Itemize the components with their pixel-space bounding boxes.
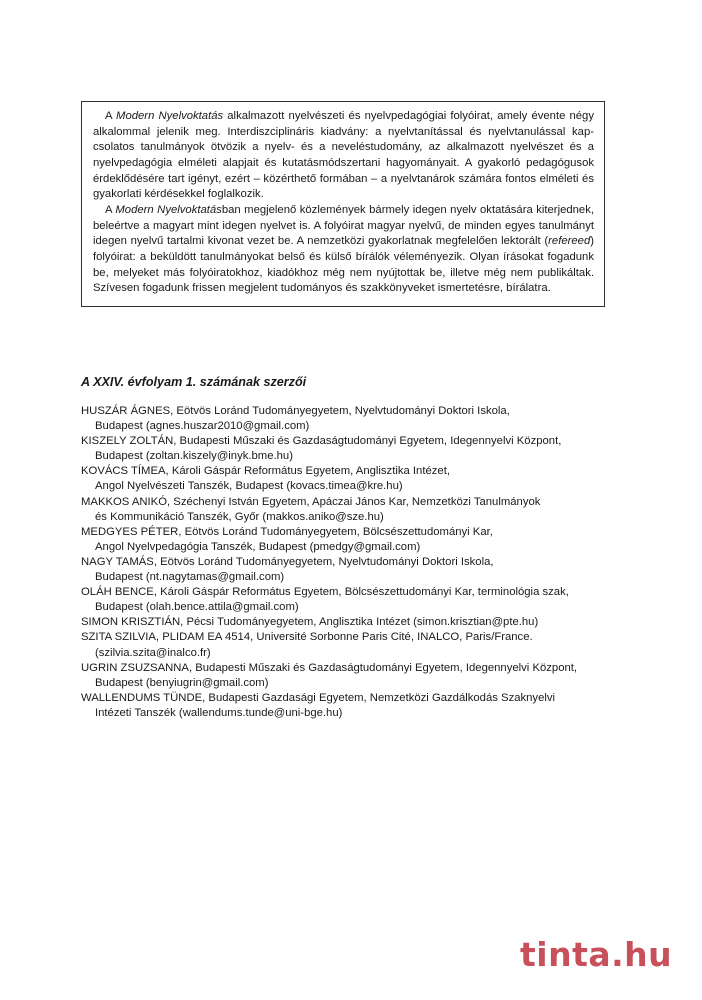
author-entry — [81, 615, 641, 630]
section-title: A XXIV. évfolyam 1. számának szerzői — [81, 375, 307, 389]
author-entry — [81, 555, 641, 585]
journal-name: Modern Nyelvoktatás — [115, 203, 222, 216]
author-line-continued: (szilvia.szita@inalco.fr) — [95, 646, 211, 659]
author-line: WALLENDUMS TÜNDE, Budapesti Gazdasági Egyetem, Nemzetközi Gazdálkodás Szaknyelvi — [81, 691, 556, 704]
author-entry — [81, 585, 641, 615]
author-line: KISZELY ZOLTÁN, Budapesti Műszaki és Gazdaságtudományi Egyetem, Idegennyelvi Központ, — [81, 435, 562, 448]
author-line: KOVÁCS TÍMEA, Károli Gáspár Református Egyetem, Anglisztika Intézet, — [81, 465, 450, 478]
author-line-continued: Budapest (olah.bence.attila@gmail.com) — [95, 601, 299, 614]
author-entry — [81, 525, 641, 555]
text-run: ) folyóirat: a beküldött tanulmányokat belső és külső bírálók véleményezik. Olyan írásokat fogadunk be, melyeket más folyóiratokhoz, kiadókhoz még nem nyújtottak be, illetve még nem publikáltak. Szívesen fogadunk frissen megjelent tudományos és szakkönyveket ismertetésre, bírálatra. — [93, 235, 594, 295]
author-line: NAGY TAMÁS, Eötvös Loránd Tudományegyetem, Nyelvtudományi Doktori Iskola, — [81, 555, 494, 568]
author-line: HUSZÁR ÁGNES, Eötvös Loránd Tudományegyetem, Nyelvtudományi Doktori Iskola, — [81, 405, 510, 417]
refereed-term: refereed — [548, 235, 591, 248]
author-entry — [81, 404, 641, 434]
description-paragraph-2 — [93, 203, 594, 297]
text-run: ban megjelenő közlemények bármely idegen nyelv oktatására kiterjednek, beleértve a magyart mint idegen nyelvet is. A folyóirat magyar nyelvű, de minden egyes tanulmányt idegen nyelvű tartalmi kivonat vezet be. A nemzetközi gyakorlatnak megfelelően lektorált ( — [93, 203, 594, 248]
author-line: MAKKOS ANIKÓ, Széchenyi István Egyetem, Apáczai János Kar, Nemzetközi Tanulmányok — [81, 495, 541, 508]
author-line-continued: Angol Nyelvészeti Tanszék, Budapest (kovacs.timea@kre.hu) — [95, 480, 403, 493]
author-line: SZITA SZILVIA, PLIDAM EA 4514, Université Sorbonne Paris Cité, INALCO, Paris/France. — [81, 631, 533, 644]
text-run: A — [105, 203, 116, 216]
tinta-watermark: tinta.hu — [520, 935, 673, 974]
author-line: OLÁH BENCE, Károli Gáspár Református Egyetem, Bölcsészettudományi Kar, terminológia szak, — [81, 586, 569, 599]
description-paragraph-1 — [93, 109, 594, 203]
authors-section — [81, 375, 641, 721]
author-entry — [81, 661, 641, 691]
author-line-continued: Budapest (benyiugrin@gmail.com) — [95, 676, 269, 689]
author-line: MEDGYES PÉTER, Eötvös Loránd Tudományegyetem, Bölcsészettudományi Kar, — [81, 525, 493, 538]
author-line: SIMON KRISZTIÁN, Pécsi Tudományegyetem, Anglisztika Intézet (simon.krisztian@pte.hu) — [81, 616, 539, 629]
journal-description-box — [81, 101, 605, 307]
author-line-continued: Budapest (nt.nagytamas@gmail.com) — [95, 571, 285, 584]
author-entry — [81, 464, 641, 494]
journal-name: Modern Nyelvoktatás — [116, 110, 224, 122]
author-entry — [81, 434, 641, 464]
author-entry — [81, 691, 641, 721]
text-run: A — [105, 110, 117, 122]
author-line-continued: Budapest (agnes.huszar2010@gmail.com) — [95, 420, 310, 433]
author-line-continued: és Kommunikáció Tanszék, Győr (makkos.aniko@sze.hu) — [95, 510, 384, 523]
text-run: alkalmazott nyelvészeti és nyelvpedagógiai folyóirat, amely évente négy alkalommal jelenik meg. Interdiszciplináris kiadvány: a nyelvtanítással és nyelvtanulással kapcsolatos tanulmányok ötvözik a nyelv- és a neveléstudomány, az alkalmazott nyelvészet és a nyelvpedagógia elméleti alapjait és kutatásmódszertani hagyományait. A gyakorló pedagógusok érdeklődésére tart igényt, ezért – közérthető formában – a nyelvtanárok számára fontos elméleti és gyakorlati kérdésekkel foglalkozik. — [93, 110, 594, 201]
authors-list — [81, 404, 641, 721]
author-line-continued: Angol Nyelvpedagógia Tanszék, Budapest (pmedgy@gmail.com) — [95, 540, 421, 553]
author-entry — [81, 495, 641, 525]
author-line-continued: Budapest (zoltan.kiszely@inyk.bme.hu) — [95, 450, 293, 463]
author-entry — [81, 630, 641, 660]
author-line: UGRIN ZSUZSANNA, Budapesti Műszaki és Gazdaságtudományi Egyetem, Idegennyelvi Központ, — [81, 661, 578, 674]
author-line-continued: Intézeti Tanszék (wallendums.tunde@uni-bge.hu) — [95, 706, 343, 719]
